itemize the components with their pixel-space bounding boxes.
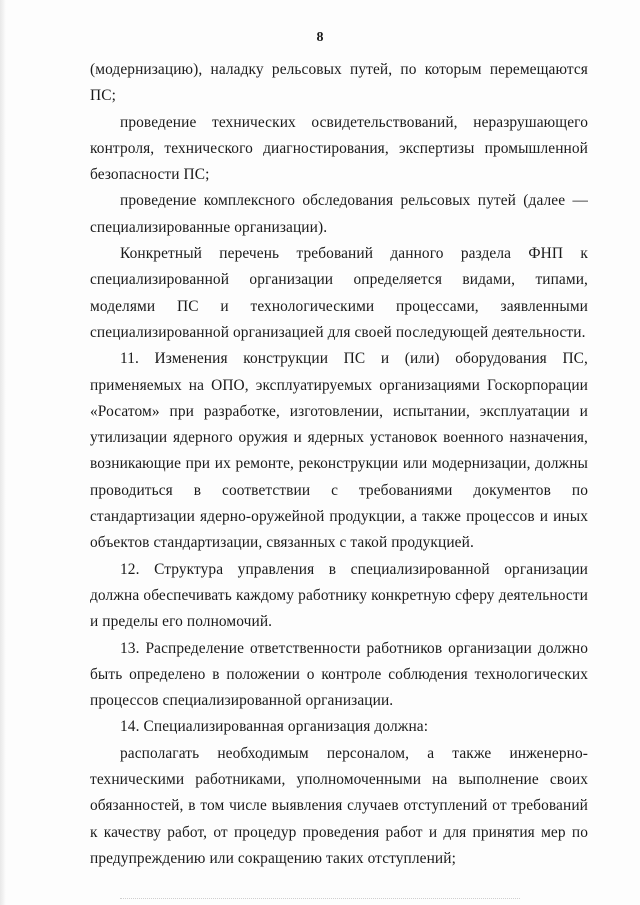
paragraph-item-12: 12. Структура управления в специализированной организации должна обеспечивать каждому работнику конкретную сферу деятельности и пределы его полномочий.: [90, 560, 588, 631]
scan-bottom-artifact: [120, 898, 520, 902]
scan-edge-shadow: [0, 0, 6, 905]
paragraph-inspection: проведение технических освидетельствований, неразрушающего контроля, технического диагностирования, экспертизы промышленной безопасности ПС;: [90, 113, 588, 184]
paragraph-item-11: 11. Изменения конструкции ПС и (или) оборудования ПС, применяемых на ОПО, эксплуатируемых организациями Госкорпорации «Росатом» при разработке, изготовлении, испытании, эксплуатации и утилизации ядерного оружия и ядерных установок военного назначения, возникающие при их ремонте, реконструкции или модернизации, должны проводиться в соответствии с требованиями документов по стандартизации ядерно-оружейной продукции, а также процессов и иных объектов стандартизации, связанных с такой продукцией.: [90, 350, 588, 552]
paragraph-personnel: располагать необходимым персоналом, а также инженерно-техническими работниками, уполномоченными на выполнение своих обязанностей, в том числе выявления случаев отступлений от требований к качеству работ, от процедур проведения работ и для принятия мер по предупреждению или сокращению таких отступлений;: [90, 744, 588, 867]
body-text: [90, 57, 588, 872]
paragraph-continuation: (модернизацию), наладку рельсовых путей, по которым перемещаются ПС;: [90, 61, 588, 105]
paragraph-item-14: 14. Специализированная организация должна:: [120, 718, 429, 736]
page-number: 8: [316, 30, 324, 45]
paragraph-rail-survey: проведение комплексного обследования рельсовых путей (далее — специализированные организации).: [90, 192, 588, 236]
paragraph-item-13: 13. Распределение ответственности работников организации должно быть определено в положении о контроле соблюдения технологических процессов специализированной организации.: [90, 639, 588, 710]
paragraph-requirements-list: Конкретный перечень требований данного раздела ФНП к специализированной организации определяется видами, типами, моделями ПС и технологическими процессами, заявленными специализированной организацией для своей последующей деятельности.: [90, 245, 588, 341]
